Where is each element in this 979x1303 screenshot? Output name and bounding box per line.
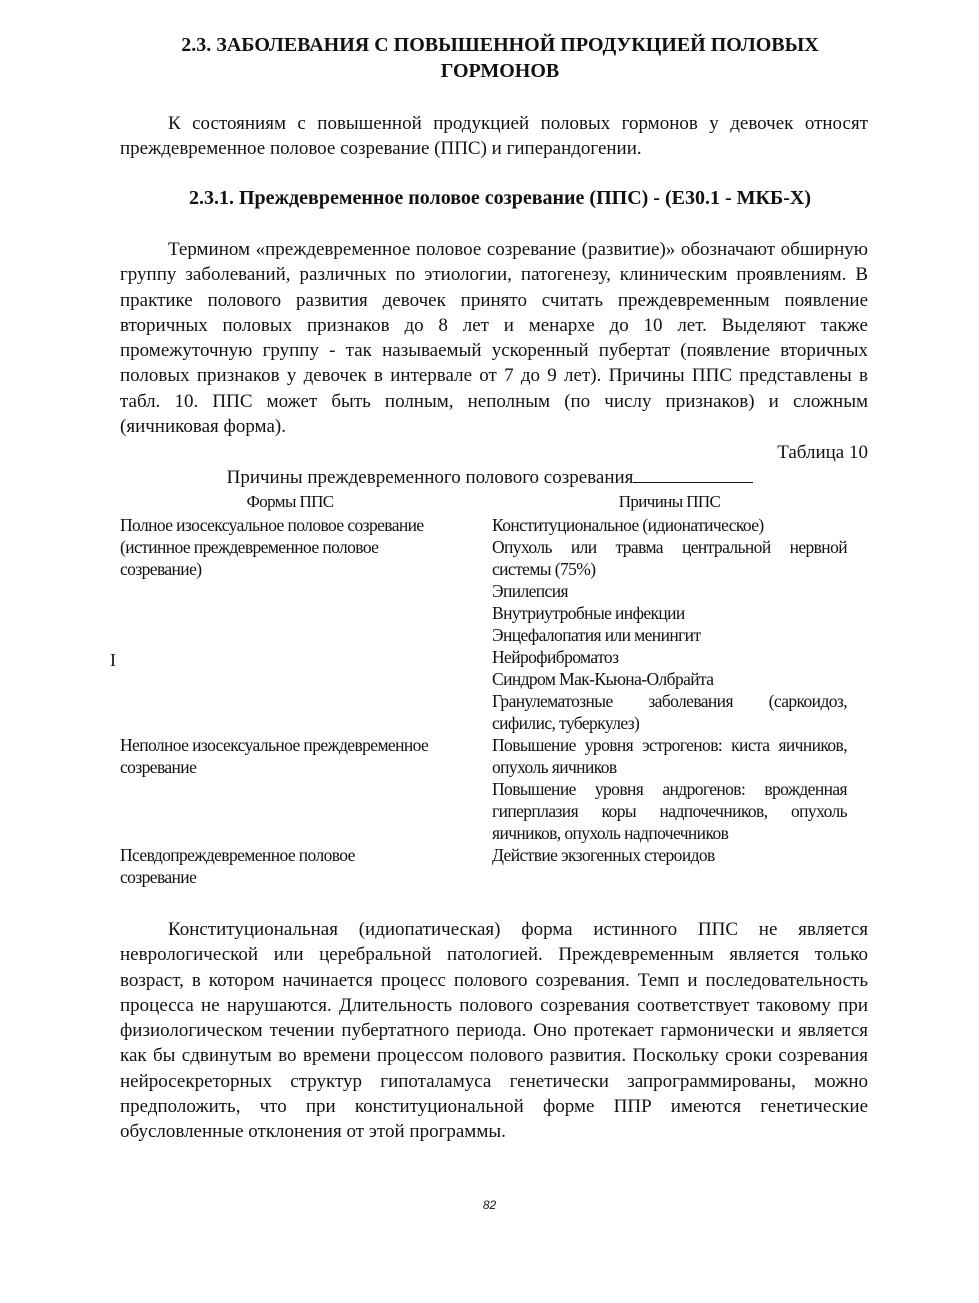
table-row-3-causes <box>492 844 847 866</box>
cause-item: Синдром Мак-Кьюна-Олбрайта <box>492 669 714 689</box>
table-row-2-form <box>120 734 480 778</box>
section-title-line-1: 2.3. ЗАБОЛЕВАНИЯ С ПОВЫШЕННОЙ ПРОДУКЦИЕЙ ПОЛОВЫХ <box>181 34 819 56</box>
form-line: Неполное изосексуальное преждевременное <box>120 735 429 755</box>
cause-item: Внутриутробные инфекции <box>492 603 685 623</box>
form-line: созревание) <box>120 559 202 579</box>
caption-underline <box>633 466 753 483</box>
form-line: Полное изосексуальное половое созревание <box>120 515 424 535</box>
cause-item: Нейрофиброматоз <box>492 647 619 667</box>
intro-paragraph: К состояниям с повышенной продукцией половых гормонов у девочек относят преждевременное половое созревание (ППС) и гиперандогении. <box>120 113 868 160</box>
form-line: созревание <box>120 757 197 777</box>
table-row-1-causes <box>492 514 847 734</box>
table-row-3-form <box>120 844 480 888</box>
table-header-forms: Формы ППС <box>246 492 334 511</box>
cause-item: Опухоль или травма центральной нервной системы (75%) <box>492 537 847 579</box>
section-title-line-2: ГОРМОНОВ <box>440 60 560 82</box>
form-line: (истинное преждевременное половое <box>120 537 379 557</box>
table-caption-text: Причины преждевременного полового созревания <box>226 467 634 488</box>
form-line: созревание <box>120 867 197 887</box>
cause-item: Эпилепсия <box>492 581 568 601</box>
table-row-1-form <box>120 514 480 580</box>
cause-item: Повышение уровня андрогенов: врожденная гиперплазия коры надпочечников, опухоль яичников, опухоль надпочечников <box>492 779 847 843</box>
cause-item: Повышение уровня эстрогенов: киста яичников, опухоль яичников <box>492 735 847 777</box>
form-line: Псевдопреждевременное половое <box>120 845 355 865</box>
cause-item: Энцефалопатия или менингит <box>492 625 701 645</box>
subsection-title: 2.3.1. Преждевременное половое созревание (ППС) - (Е30.1 - МКБ-X) <box>188 187 811 209</box>
cause-item: Конституциональное (идионатическое) <box>492 515 764 535</box>
page-number: 82 <box>482 1198 497 1212</box>
margin-marker: I <box>110 650 116 670</box>
paragraph-2: Конституциональная (идиопатическая) форма истинного ППС не является неврологической или церебральной патологией. Преждевременным является только возраст, в котором начинается процесс полового созревания. Темп и последовательность процесса не нарушаются. Длительность полового созревания соответствует таковому при физиологическом течении пубертатного периода. Оно протекает гармонически и является как бы сдвинутым во времени процессом полового развития. Поскольку сроки созревания нейросекреторных структур гипоталамуса генетически запрограммированы, можно предположить, что при конституциональной форме ППР имеются генетические обусловленные отклонения от этой программы. <box>120 919 868 1143</box>
cause-item: Гранулематозные заболевания (саркоидоз, сифилис, туберкулез) <box>492 691 847 733</box>
table-label: Таблица 10 <box>777 442 868 463</box>
table-header-causes: Причины ППС <box>618 492 721 511</box>
table-caption <box>120 466 860 490</box>
cause-item: Действие экзогенных стероидов <box>492 845 715 865</box>
table-row-2-causes <box>492 734 847 844</box>
paragraph-1: Термином «преждевременное половое созревание (развитие)» обозначают обширную группу заболеваний, различных по этиологии, патогенезу, клиническим проявлениям. В практике полового развития девочек принято считать преждевременным появление вторичных половых признаков до 8 лет и менархе до 10 лет. Выделяют также промежуточную группу - так называемый ускоренный пубертат (появление вторичных половых признаков у девочек в интервале от 7 до 9 лет). Причины ППС представлены в табл. 10. ППС может быть полным, неполным (по числу признаков) и сложным (яичниковая форма). <box>120 239 868 438</box>
